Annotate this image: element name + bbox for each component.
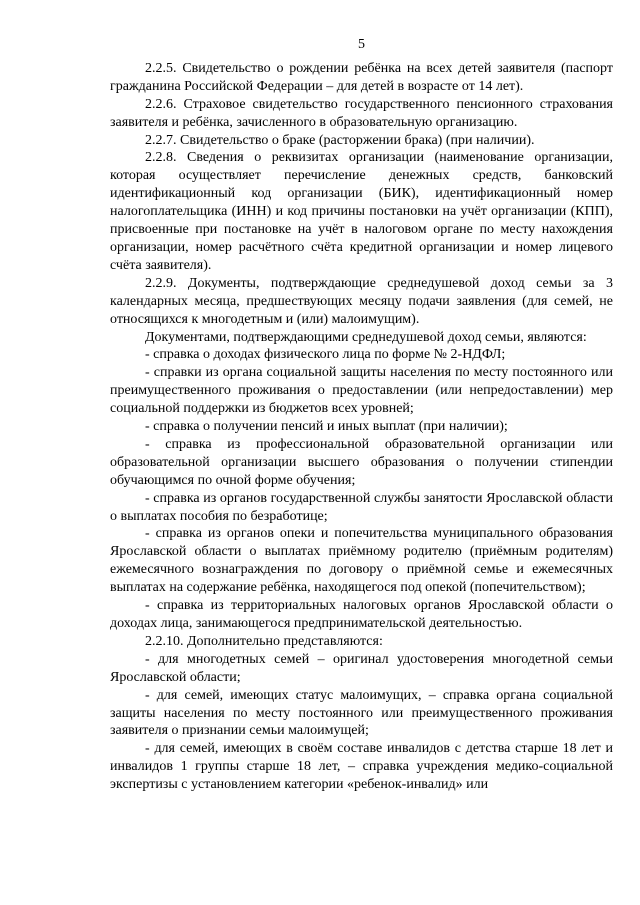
- list-item-2-ndfl: - справка о доходах физического лица по форме № 2-НДФЛ;: [145, 347, 506, 363]
- list-item-pensions: - справка о получении пенсий и иных выплат (при наличии);: [145, 419, 508, 435]
- paragraph-2-2-7: 2.2.7. Свидетельство о браке (расторжении брака) (при наличии).: [145, 132, 535, 148]
- list-item-disabled: - для семей, имеющих в своём составе инвалидов с детства старше 18 лет и инвалидов 1 группы старше 18 лет, – справка учреждения медико-социальной экспертизы с установлением категории «ребенок-инвалид» или: [110, 741, 613, 793]
- list-item-large-families: - для многодетных семей – оригинал удостоверения многодетной семьи Ярославской области;: [110, 651, 613, 685]
- list-item-unemployment: - справка из органов государственной службы занятости Ярославской области о выплатах пособия по безработице;: [110, 490, 613, 524]
- paragraph-2-2-8: 2.2.8. Сведения о реквизитах организации (наименование организации, которая осуществляет перечисление денежных средств, банковский идентификационный код организации (БИК), идентификационный номер налогоплательщика (ИНН) и код причины постановки на учёт организации (КПП), присвоенные при постановке на учёт в налоговом органе по месту нахождения организации, номер расчётного счёта кредитной организации и номер лицевого счёта заявителя).: [110, 150, 613, 273]
- paragraph-2-2-6: 2.2.6. Страховое свидетельство государственного пенсионного страхования заявителя и ребёнка, зачисленного в образовательную организацию.: [110, 96, 613, 130]
- paragraph-income-documents-intro: Документами, подтверждающими среднедушевой доход семьи, являются:: [145, 329, 587, 345]
- list-item-social-protection: - справки из органа социальной защиты населения по месту постоянного или преимущественного проживания о предоставлении (или непредоставлении) мер социальной поддержки из бюджетов всех уровней;: [110, 365, 613, 417]
- list-item-stipend: - справка из профессиональной образовательной организации или образовательной организации высшего образования о получении стипендии обучающимся по очной форме обучения;: [110, 436, 613, 488]
- paragraph-2-2-5: 2.2.5. Свидетельство о рождении ребёнка на всех детей заявителя (паспорт гражданина Российской Федерации – для детей в возрасте от 14 лет).: [110, 60, 613, 94]
- paragraph-2-2-10: 2.2.10. Дополнительно представляются:: [145, 633, 383, 649]
- list-item-tax-authorities: - справка из территориальных налоговых органов Ярославской области о доходах лица, занимающегося предпринимательской деятельностью.: [110, 598, 613, 631]
- list-item-guardianship: - справка из органов опеки и попечительства муниципального образования Ярославской области о выплатах приёмному родителю (приёмным родителям) ежемесячного вознаграждения по договору о приёмной семье и ежемесячных выплатах на содержание ребёнка, находящегося под опекой (попечительством);: [110, 526, 613, 596]
- paragraph-2-2-9: 2.2.9. Документы, подтверждающие среднедушевой доход семьи за 3 календарных месяца, предшествующих месяцу подачи заявления (для семей, не относящихся к многодетным и (или) малоимущим).: [110, 275, 613, 327]
- page-number: 5: [358, 37, 365, 52]
- list-item-low-income: - для семей, имеющих статус малоимущих, – справка органа социальной защиты населения по месту постоянного или преимущественного проживания заявителя о признании семьи малоимущей;: [110, 687, 613, 739]
